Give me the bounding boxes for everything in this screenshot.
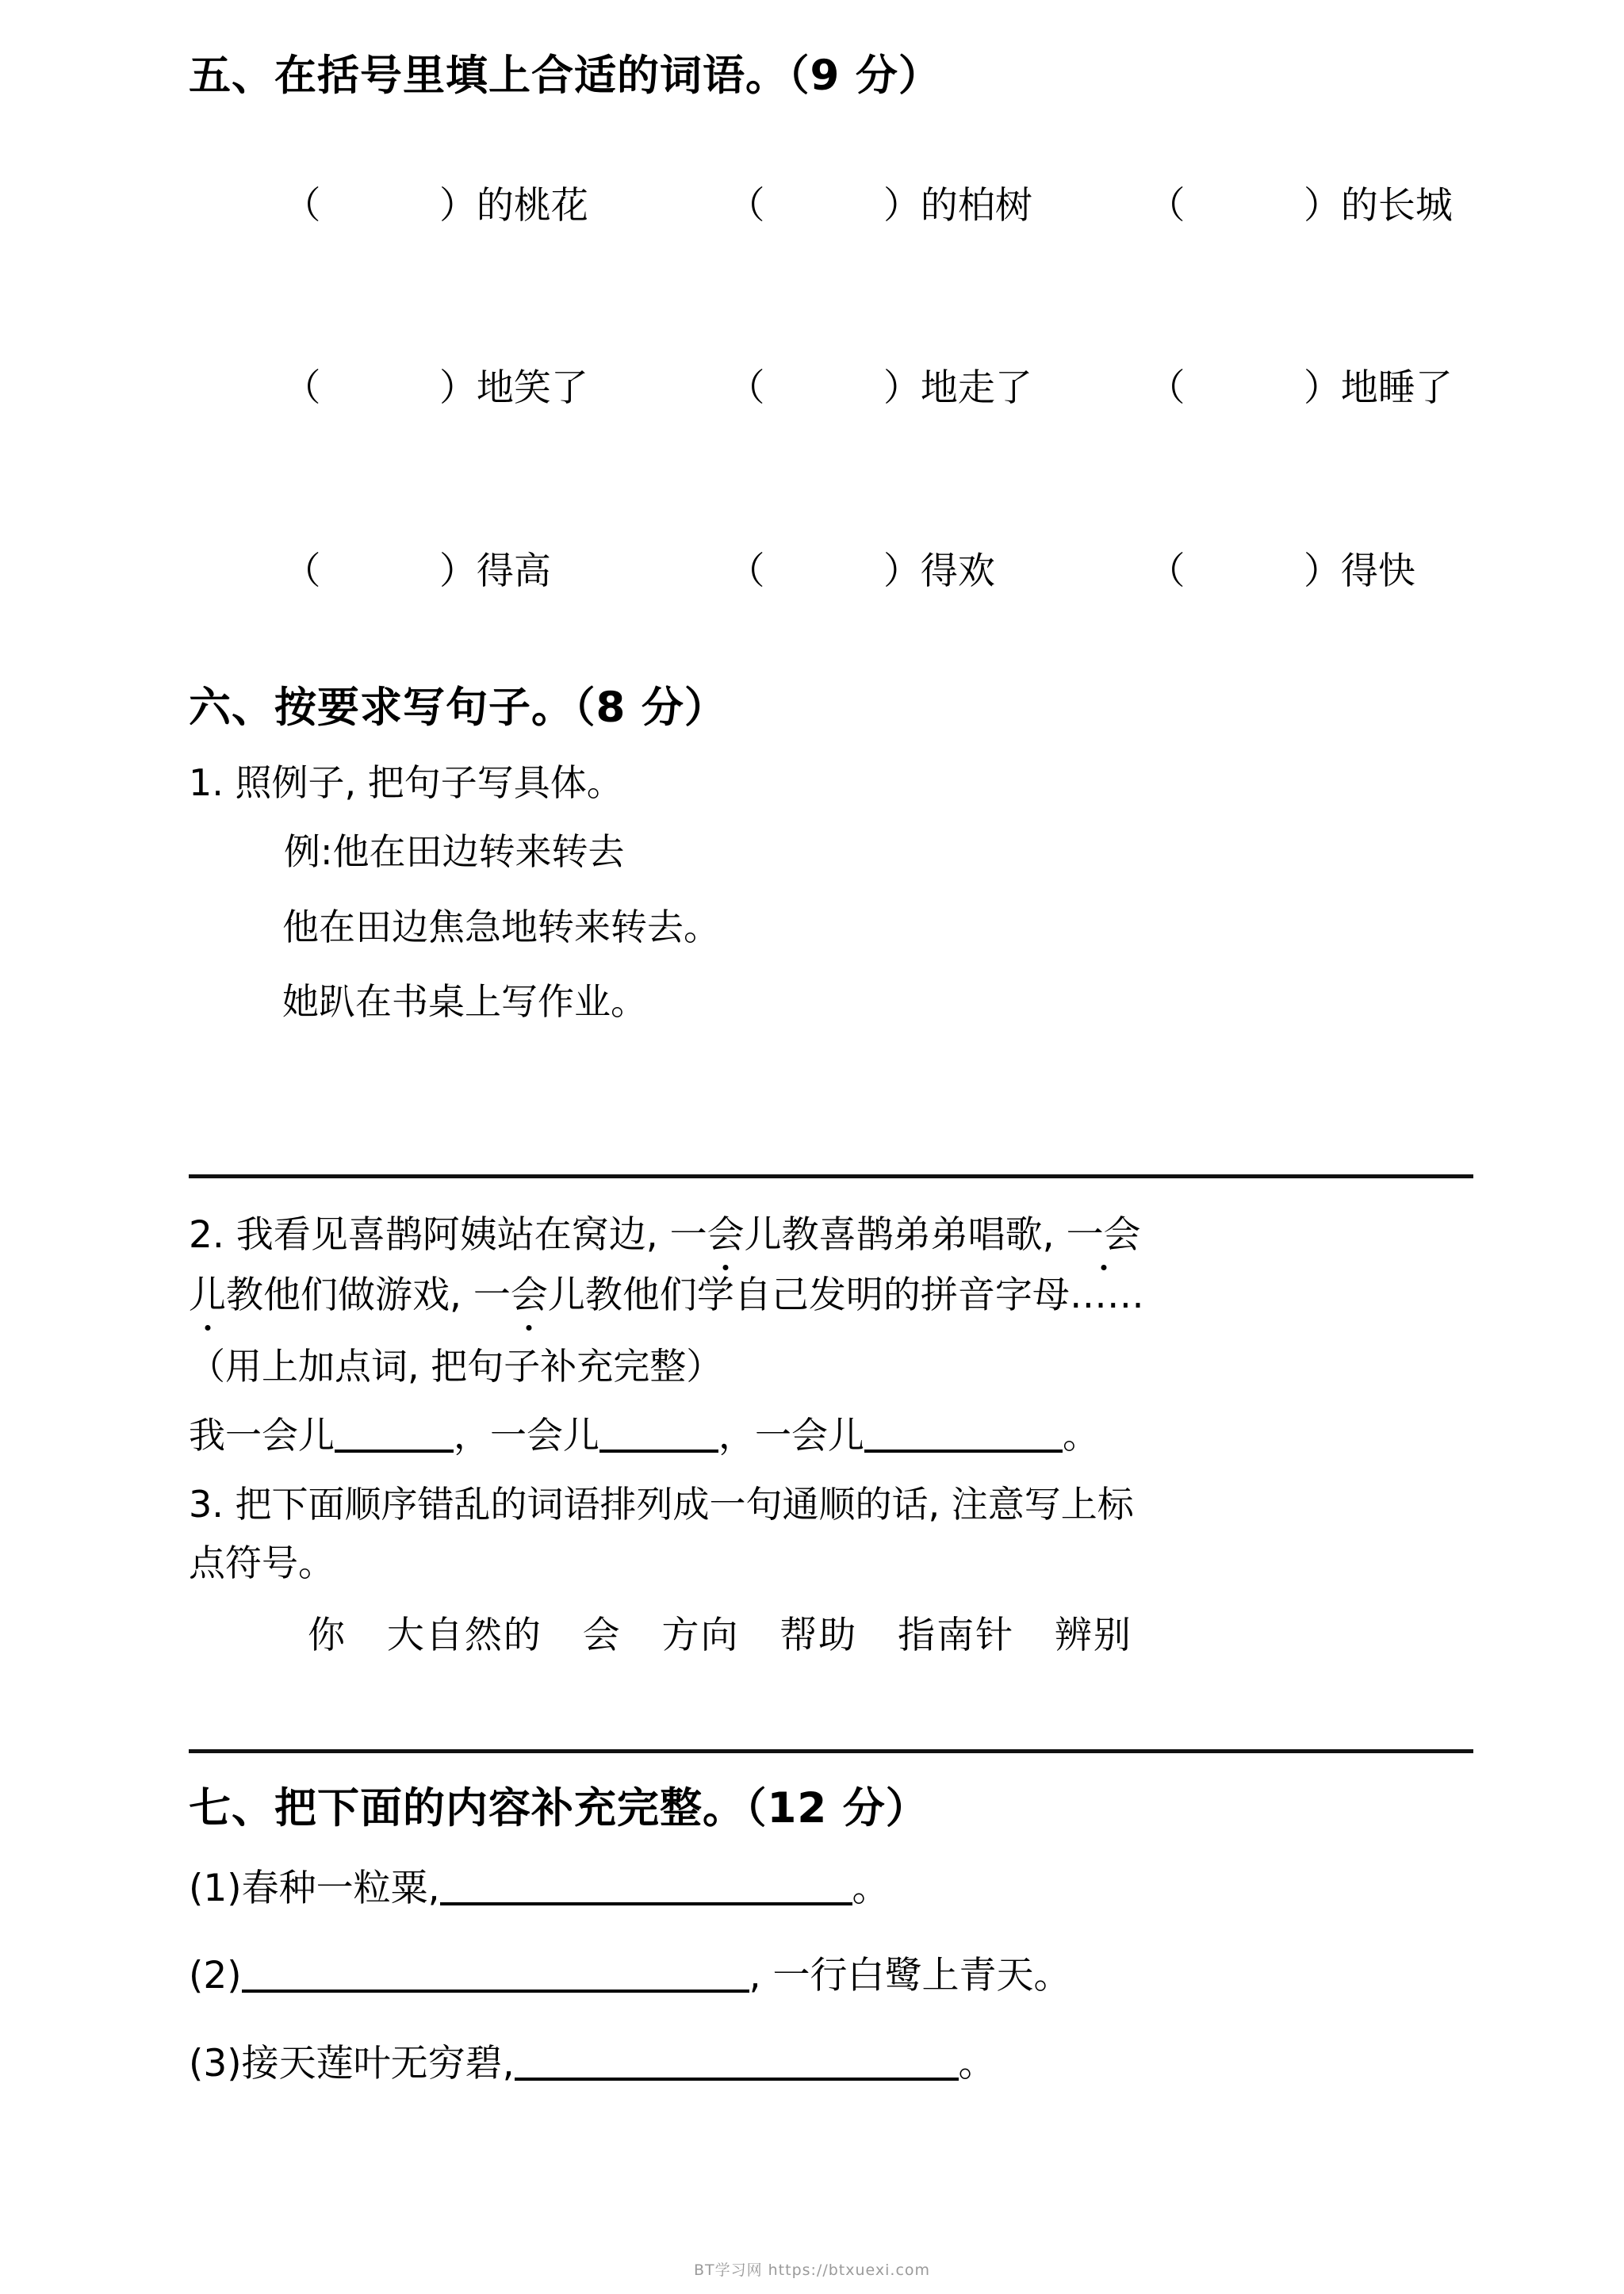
answer-blank[interactable] [864, 1450, 1063, 1453]
answer-blank[interactable] [335, 1450, 454, 1453]
blank-item[interactable]: （ ）得欢 [727, 549, 995, 593]
blank-item[interactable]: （ ）得快 [1147, 549, 1415, 593]
dotted-phrase: 一会儿 [473, 1266, 585, 1326]
section-5-row [189, 490, 1505, 652]
section-7-title: 七、把下面的内容补充完整。（12 分） [189, 1784, 929, 1833]
answer-blank[interactable] [515, 2078, 959, 2081]
section-5-row [189, 308, 1505, 469]
blank-item[interactable]: （ ）的柏树 [727, 183, 1032, 228]
answer-blank[interactable] [440, 1902, 852, 1905]
section-6-title: 六、按要求写句子。（8 分） [189, 683, 727, 732]
answer-rule-line [189, 1749, 1473, 1753]
answer-space[interactable] [189, 1044, 1505, 1139]
blank-item[interactable]: （ ）地走了 [727, 366, 1032, 411]
question-6-1-example-answer: 他在田边焦急地转来转去。 [282, 905, 720, 948]
dotted-phrase: 儿 [189, 1266, 226, 1326]
question-6-1-task: 她趴在书桌上写作业。 [282, 980, 647, 1024]
answer-blank[interactable] [242, 1990, 749, 1993]
question-6-2-answer-line[interactable]: 我一会儿 ，一会儿 ，一会儿 。 [189, 1414, 1099, 1457]
answer-rule-line [189, 1174, 1473, 1178]
question-6-1-stem: 1. 照例子, 把句子写具体。 [189, 761, 623, 805]
poem-line-3[interactable]: (3)接天莲叶无穷碧, 。 [189, 2041, 996, 2085]
question-6-3-word-bank: 你 大自然的 会 方向 帮助 指南针 辨别 [308, 1614, 1132, 1658]
question-6-2-hint: （用上加点词, 把句子补充完整） [189, 1345, 723, 1388]
answer-space[interactable] [189, 1659, 1505, 1714]
dotted-phrase: 一会儿 [670, 1205, 782, 1266]
poem-line-2[interactable]: (2) , 一行白鹭上青天。 [189, 1954, 1071, 1998]
question-6-3-stem2: 点符号。 [189, 1541, 335, 1585]
worksheet-content [189, 48, 1505, 2124]
dotted-phrase: 一会 [1067, 1205, 1141, 1266]
blank-item[interactable]: （ ）的桃花 [283, 183, 588, 228]
blank-item[interactable]: （ ）得高 [283, 549, 551, 593]
blank-item[interactable]: （ ）地笑了 [283, 366, 588, 411]
question-6-2-text: 2. 我看见喜鹊阿姨站在窝边, 一会儿教喜鹊弟弟唱歌, 一会 儿教他们做游戏, 一会儿教他们学自己发明的拼音字母…… [189, 1205, 1505, 1326]
section-5-row [189, 125, 1505, 287]
question-6-3-stem: 3. 把下面顺序错乱的词语排列成一句通顺的话, 注意写上标 [189, 1482, 1134, 1526]
poem-line-1[interactable]: (1)春种一粒粟, 。 [189, 1866, 890, 1910]
question-6-1-example: 例:他在田边转来转去 [284, 830, 625, 874]
answer-blank[interactable] [599, 1450, 718, 1453]
site-watermark: BT学习网 https://btxuexi.com [693, 2261, 931, 2279]
section-5-title: 五、在括号里填上合适的词语。（9 分） [189, 52, 941, 100]
blank-item[interactable]: （ ）的长城 [1147, 183, 1453, 228]
blank-item[interactable]: （ ）地睡了 [1147, 366, 1453, 411]
